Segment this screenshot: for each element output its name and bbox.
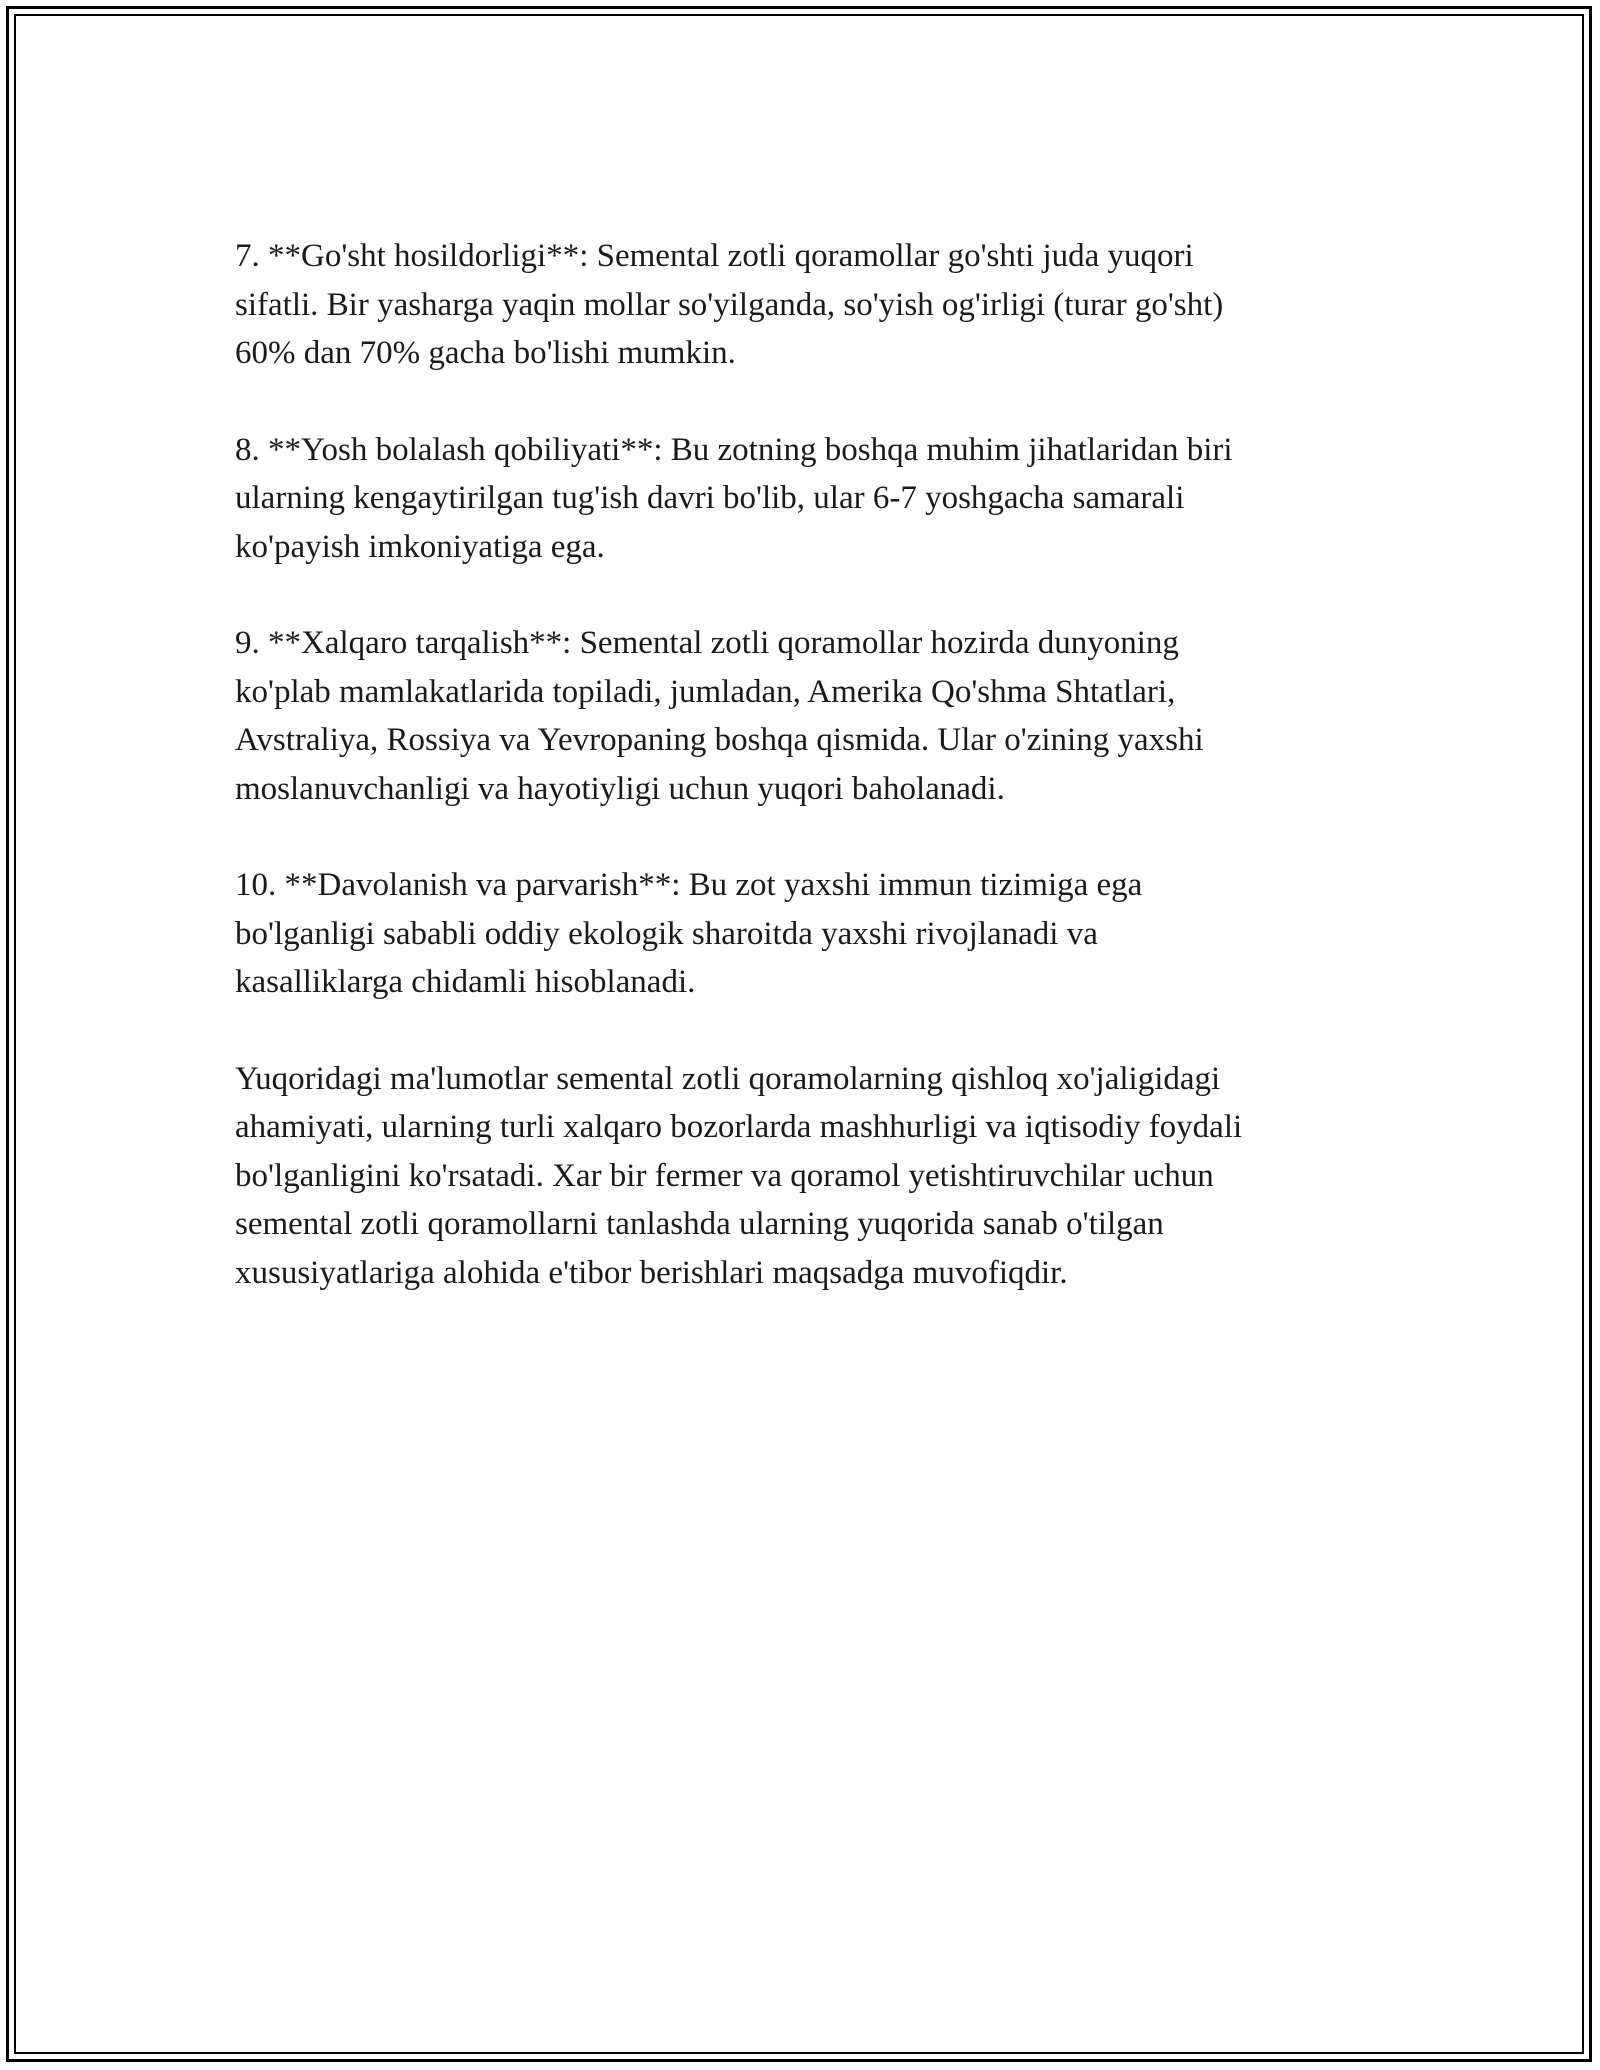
paragraph-item-7: 7. **Go'sht hosildorligi**: Semental zotli qoramollar go'shti juda yuqori sifatli. Bir yasharga yaqin mollar so'yilganda, so'yish og'irligi (turar go'sht) 60% dan 70% gacha bo'lishi mumkin.	[235, 238, 1224, 371]
paragraph-item-9: 9. **Xalqaro tarqalish**: Semental zotli qoramollar hozirda dunyoning ko'plab mamlakatlarida topiladi, jumladan, Amerika Qo'shma Shtatlari, Avstraliya, Rossiya va Yevropaning boshqa qismida. Ular o'zining yaxshi moslanuvchanligi va hayotiyligi uchun yuqori baholanadi.	[235, 625, 1204, 807]
paragraph-item-10: 10. **Davolanish va parvarish**: Bu zot yaxshi immun tizimiga ega bo'lganligi sababli oddiy ekologik sharoitda yaxshi rivojlanadi va kasalliklarga chidamli hisoblanadi.	[235, 867, 1143, 1000]
paragraph-conclusion: Yuqoridagi ma'lumotlar semental zotli qoramolarning qishloq xo'jaligidagi ahamiyati, ularning turli xalqaro bozorlarda mashhurligi va iqtisodiy foydali bo'lganligini ko'rsatadi. Xar bir fermer va qoramol yetishtiruvchilar uchun semental zotli qoramollarni tanlashda ularning yuqorida sanab o'tilgan xususiyatlariga alohida e'tibor berishlari maqsadga muvofiqdir.	[235, 1060, 1243, 1291]
page-content	[235, 232, 1365, 1345]
paragraph-item-8: 8. **Yosh bolalash qobiliyati**: Bu zotning boshqa muhim jihatlaridan biri ularning kengaytirilgan tug'ish davri bo'lib, ular 6-7 yoshgacha samarali ko'payish imkoniyatiga ega.	[235, 431, 1233, 565]
